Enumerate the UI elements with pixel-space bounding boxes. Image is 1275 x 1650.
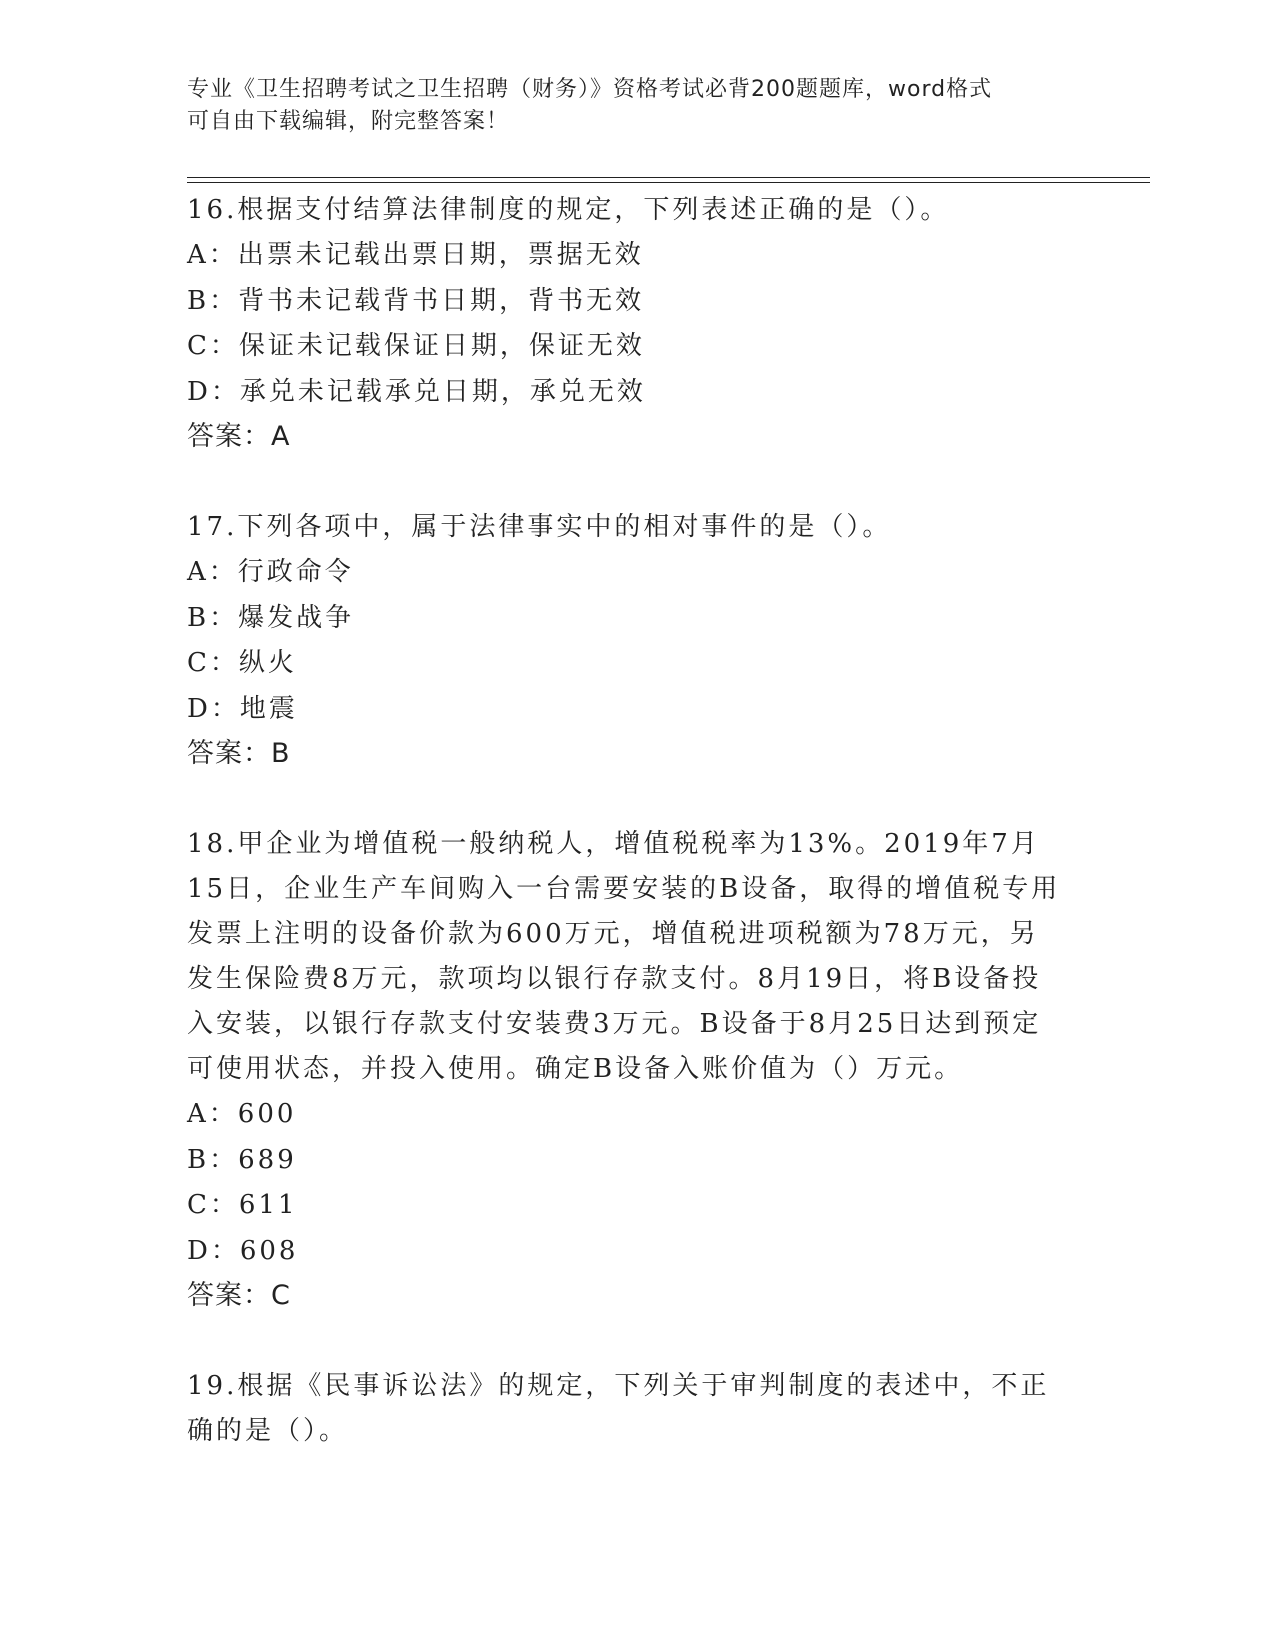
header-line-1: 专业《卫生招聘考试之卫生招聘（财务）》资格考试必背200题题库，word格式 bbox=[187, 77, 993, 102]
header-line-2: 可自由下载编辑，附完整答案！ bbox=[187, 109, 510, 134]
header-rule-bottom bbox=[187, 182, 1150, 183]
answer-line: 答案：B bbox=[187, 738, 291, 769]
question-16 bbox=[187, 188, 1087, 459]
option-c: C：611 bbox=[187, 1190, 298, 1220]
option-c: C：纵火 bbox=[187, 648, 297, 678]
question-text: 16.根据支付结算法律制度的规定，下列表述正确的是（）。 bbox=[187, 195, 950, 225]
question-text: 17.下列各项中，属于法律事实中的相对事件的是（）。 bbox=[187, 512, 892, 542]
question-18 bbox=[187, 822, 1087, 1318]
option-b: B：爆发战争 bbox=[187, 602, 355, 633]
option-c: C：保证未记载保证日期，保证无效 bbox=[187, 331, 645, 361]
document-header bbox=[187, 74, 1067, 138]
question-text: 19.根据《民事诉讼法》的规定，下列关于审判制度的表述中，不正确的是（）。 bbox=[187, 1371, 1050, 1446]
question-list bbox=[187, 188, 1087, 1500]
answer-line: 答案：A bbox=[187, 421, 291, 452]
option-a: A：600 bbox=[187, 1099, 297, 1129]
option-a: A：出票未记载出票日期，票据无效 bbox=[187, 240, 644, 270]
header-rule-top bbox=[187, 177, 1150, 178]
option-d: D：608 bbox=[187, 1235, 299, 1266]
question-19 bbox=[187, 1364, 1087, 1454]
answer-line: 答案：C bbox=[187, 1280, 291, 1311]
option-d: D：地震 bbox=[187, 693, 298, 724]
option-b: B：背书未记载背书日期，背书无效 bbox=[187, 285, 645, 316]
question-text: 18.甲企业为增值税一般纳税人，增值税税率为13%。2019年7月15日，企业生产车间购入一台需要安装的B设备，取得的增值税专用发票上注明的设备价款为600万元，增值税进项税额为78万元，另发生保险费8万元，款项均以银行存款支付。8月19日，将B设备投入安装，以银行存款支付安装费3万元。B设备于8月25日达到预定可使用状态，并投入使用。确定B设备入账价值为（）万元。 bbox=[187, 829, 1061, 1084]
option-d: D：承兑未记载承兑日期，承兑无效 bbox=[187, 376, 646, 407]
question-17 bbox=[187, 505, 1087, 776]
option-a: A：行政命令 bbox=[187, 557, 354, 587]
option-b: B：689 bbox=[187, 1144, 297, 1175]
